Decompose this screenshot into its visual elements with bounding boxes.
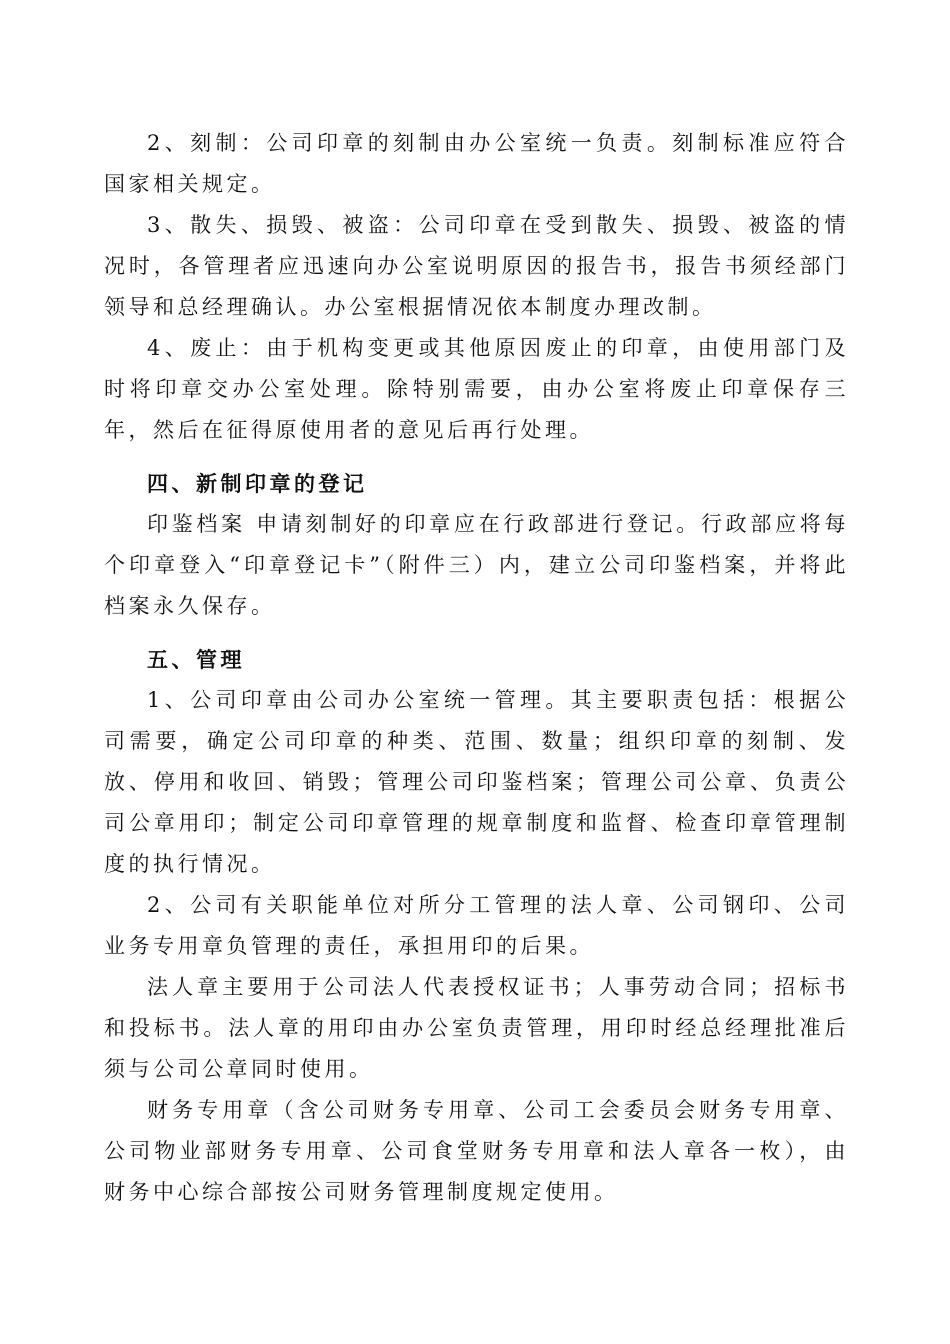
paragraph-finance-seal: 财务专用章（含公司财务专用章、公司工会委员会财务专用章、公司物业部财务专用章、公司食堂财务专用章和法人章各一枚），由财务中心综合部按公司财务管理制度规定使用。 — [104, 1098, 849, 1204]
document-body — [104, 123, 849, 1213]
section-spacer — [104, 451, 849, 457]
section-heading-registration: 四、新制印章的登记 — [147, 471, 368, 496]
section-heading-management: 五、管理 — [147, 647, 245, 672]
paragraph-engraving: 2、刻制：公司印章的刻制由办公室统一负责。刻制标准应符合国家相关规定。 — [104, 131, 849, 196]
paragraph-abolition: 4、废止：由于机构变更或其他原因废止的印章，由使用部门及时将印章交办公室处理。除特别需要，由办公室将废止印章保存三年，然后在征得原使用者的意见后再行处理。 — [104, 336, 849, 442]
paragraph-legal-person-seal: 法人章主要用于公司法人代表授权证书；人事劳动合同；招标书和投标书。法人章的用印由办公室负责管理，用印时经总经理批准后须与公司公章同时使用。 — [104, 975, 849, 1081]
paragraph-seal-archive: 印鉴档案 申请刻制好的印章应在行政部进行登记。行政部应将每个印章登入“印章登记卡”（附件三）内，建立公司印鉴档案，并将此档案永久保存。 — [104, 512, 849, 618]
section-spacer — [104, 627, 849, 633]
paragraph-department-responsibility: 2、公司有关职能单位对所分工管理的法人章、公司钢印、公司业务专用章负管理的责任，承担用印的后果。 — [104, 893, 849, 958]
paragraph-office-management: 1、公司印章由公司办公室统一管理。其主要职责包括：根据公司需要，确定公司印章的种类、范围、数量；组织印章的刻制、发放、停用和收回、销毁；管理公司印鉴档案；管理公司公章、负责公司公章用印；制定公司印章管理的规章制度和监督、检查印章管理制度的执行情况。 — [104, 688, 849, 876]
paragraph-loss-damage-theft: 3、散失、损毁、被盗：公司印章在受到散失、损毁、被盗的情况时，各管理者应迅速向办公室说明原因的报告书，报告书须经部门领导和总经理确认。办公室根据情况依本制度办理改制。 — [104, 213, 849, 319]
